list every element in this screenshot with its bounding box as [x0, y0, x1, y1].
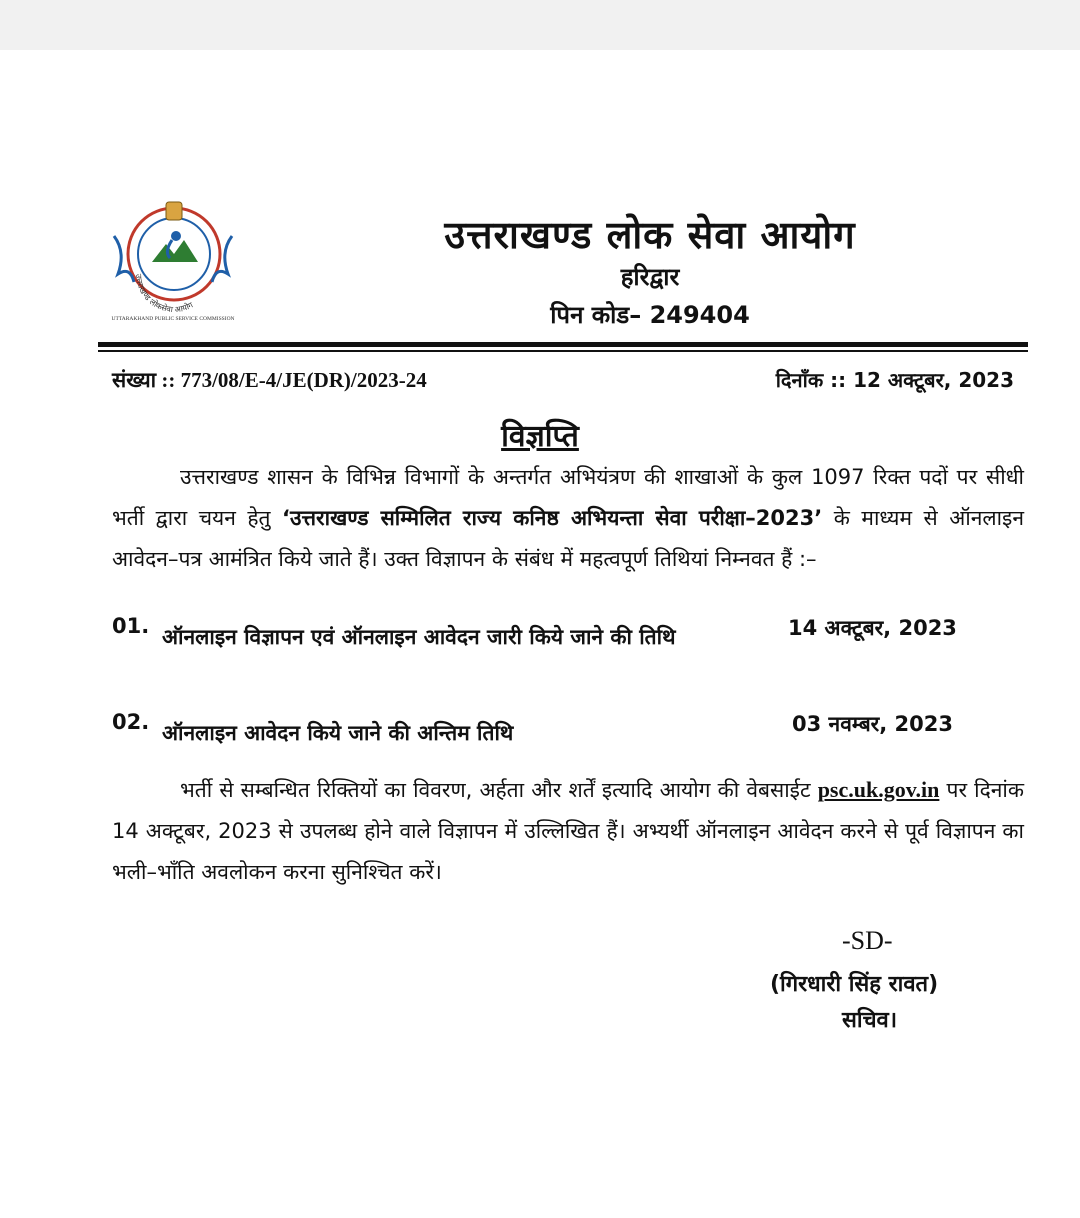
- logo-ring-text: उत्तराखण्ड लोकसेवा आयोग: [133, 273, 195, 315]
- viewer-top-bar: [0, 0, 1080, 50]
- para1-text-end: के माध्यम से ऑनलाइन आवेदन–पत्र आमंत्रित किये जाते हैं। उक्त विज्ञापन के संबंध में महत्वपूर्ण तिथियां निम्नवत हैं :–: [112, 506, 1025, 571]
- date-item-date: 14 अक्टूबर, 2023: [788, 616, 957, 640]
- commission-city: हरिद्वार: [620, 263, 680, 291]
- header-divider-thick: [98, 342, 1028, 347]
- signatory-designation: सचिव।: [842, 1008, 898, 1033]
- pin-code: पिन कोड– 249404: [550, 301, 750, 329]
- date-item-text: ऑनलाइन आवेदन किये जाने की अन्तिम तिथि: [162, 721, 514, 745]
- para2-text-end: पर दिनांक 14 अक्टूबर, 2023 से उपलब्ध होने वाले विज्ञापन में उल्लिखित हैं। अभ्यर्थी ऑनलाइन आवेदन करने से पूर्व विज्ञापन का भली–भाँति अवलोकन करना सुनिश्चित करें।: [112, 778, 1024, 884]
- svg-text:उत्तराखण्ड लोकसेवा आयोग: [134, 274, 195, 315]
- logo-caption: UTTARAKHAND PUBLIC SERVICE COMMISSION: [111, 316, 235, 322]
- date-item-number: 02.: [112, 710, 150, 734]
- notice-heading: विज्ञप्ति: [501, 419, 579, 454]
- para2-text-start: भर्ती से सम्बन्धित रिक्तियों का विवरण, अर्हता और शर्तें इत्यादि आयोग की वेबसाईट: [180, 778, 811, 802]
- signatory-name: (गिरधारी सिंह रावत): [770, 972, 939, 997]
- commission-emblem-logo: [108, 196, 238, 324]
- para1-text-start: उत्तराखण्ड शासन के विभिन्न विभागों के अन्तर्गत अभियंत्रण की शाखाओं के कुल 1097 रिक्त पदों पर सीधी भर्ती द्वारा चयन हेतु: [112, 465, 1024, 530]
- issue-date: दिनाँक :: 12 अक्टूबर, 2023: [775, 368, 1014, 392]
- notice-paragraph-2: [112, 769, 1024, 893]
- notice-heading-wrap: [0, 414, 1080, 455]
- date-item-text: ऑनलाइन विज्ञापन एवं ऑनलाइन आवेदन जारी किये जाने की तिथि: [162, 625, 676, 649]
- date-item-number: 01.: [112, 614, 150, 638]
- signature-mark: -SD-: [842, 926, 893, 955]
- website-link[interactable]: psc.uk.gov.in: [817, 777, 940, 802]
- commission-name: उत्तराखण्ड लोक सेवा आयोग: [444, 213, 856, 257]
- notice-paragraph-1: [112, 457, 1024, 580]
- date-item-date: 03 नवम्बर, 2023: [792, 712, 954, 736]
- header-divider-thin: [98, 350, 1028, 352]
- exam-name: ‘उत्तराखण्ड सम्मिलित राज्य कनिष्ठ अभियन्ता सेवा परीक्षा–2023’: [282, 506, 823, 530]
- reference-number: संख्या :: 773/08/E-4/JE(DR)/2023-24: [112, 368, 427, 392]
